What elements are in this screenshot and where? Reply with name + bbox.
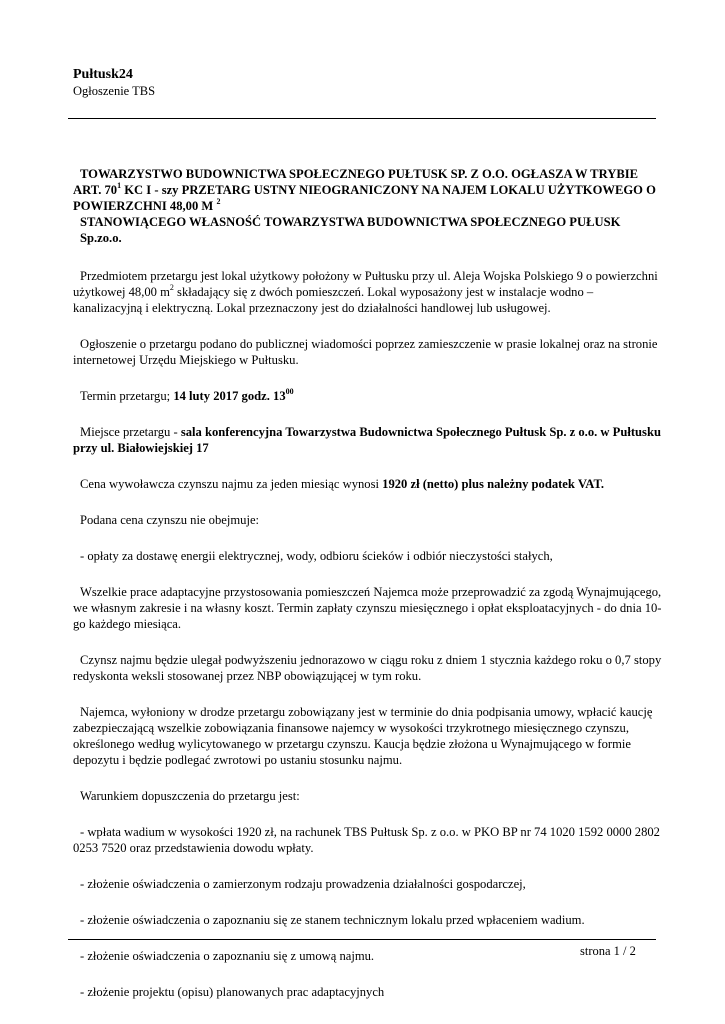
header-divider (68, 118, 656, 119)
headline-line-3 (73, 198, 663, 214)
announcement-headline (73, 166, 663, 246)
paragraph-subject-post: składający się z dwóch pomieszczeń. Lokal wyposażony jest w instalacje wodno – kanalizacyjną i elektryczną. Lokal przeznaczony jest do działalności handlowej lub usługowej. (73, 285, 594, 315)
paragraph-deposit: Najemca, wyłoniony w drodze przetargu zobowiązany jest w terminie do dnia podpisania umowy, wpłacić kaucję zabezpieczającą wszelkie zobowiązania finansowe najemcy w wysokości trzykrotnego miesięcznego czynszu, określonego według wylicytowanego w przetargu czynszu. Kaucja będzie złożona u Wynajmującego w formie depozytu i będzie podlegać zwrotowi po ustaniu stosunku najmu. (73, 705, 653, 767)
price-value: 1920 zł (netto) plus należny podatek VAT. (382, 477, 605, 491)
headline-line-2 (73, 182, 663, 198)
location-value: sala konferencyjna Towarzystwa Budownictwa Społecznego Pułtusk Sp. z o.o. w Pułtusku przy ul. Białowiejskiej 17 (73, 425, 661, 455)
footer-divider (68, 939, 656, 940)
headline-line-2-post: KC I - szy PRZETARG USTNY NIEOGRANICZONY NA NAJEM LOKALU UŻYTKOWEGO O (121, 183, 656, 197)
paragraph-location (73, 424, 663, 456)
list-item-utilities: - opłaty za dostawę energii elektrycznej, wody, odbioru ścieków i odbiór nieczystości stałych, (80, 549, 553, 563)
paragraph-subject-pre: Przedmiotem przetargu jest lokal użytkowy położony w Pułtusku przy ul. Aleja Wojska Polskiego 9 o powierzchni użytkowej 48,00 m (73, 269, 658, 299)
headline-line-3-pre: POWIERZCHNI 48,00 M (73, 199, 217, 213)
paragraph-rent-increase: Czynsz najmu będzie ulegał podwyższeniu jednorazowo w ciągu roku z dniem 1 stycznia każdego roku o 0,7 stopy redyskonta weksli stosowanej przez NBP obowiązującej w tym roku. (73, 653, 662, 683)
paragraph-exclusions: Podana cena czynszu nie obejmuje: (80, 513, 260, 527)
headline-line-4: STANOWIĄCEGO WŁASNOŚĆ TOWARZYSTWA BUDOWNICTWA SPOŁECZNEGO PUŁUSK Sp.zo.o. (80, 215, 621, 245)
list-item-business-statement: - złożenie oświadczenia o zamierzonym rodzaju prowadzenia działalności gospodarczej, (80, 877, 526, 891)
list-item-project: - złożenie projektu (opisu) planowanych prac adaptacyjnych (80, 985, 385, 999)
headline-line-1: TOWARZYSTWO BUDOWNICTWA SPOŁECZNEGO PUŁTUSK SP. Z O.O. OGŁASZA W TRYBIE (80, 167, 639, 181)
paragraph-publication: Ogłoszenie o przetargu podano do publicznej wiadomości poprzez zamieszczenie w prasie lokalnej oraz na stronie internetowej Urzędu Miejskiego w Pułtusku. (73, 337, 658, 367)
document-subtitle: Ogłoszenie TBS (73, 84, 156, 98)
headline-line-3-sup: 2 (216, 196, 221, 206)
price-label: Cena wywoławcza czynszu najmu za jeden miesiąc wynosi (80, 477, 383, 491)
headline-line-2-pre: ART. 70 (73, 183, 118, 197)
list-item-wadium: - wpłata wadium w wysokości 1920 zł, na rachunek TBS Pułtusk Sp. z o.o. w PKO BP nr 74 1020 1592 0000 2802 0253 7520 oraz przedstawienia dowodu wpłaty. (73, 825, 660, 855)
date-label: Termin przetargu; (80, 389, 174, 403)
page-number: strona 1 / 2 (580, 944, 636, 958)
date-value: 14 luty 2017 godz. 13 (173, 389, 286, 403)
paragraph-subject-sup: 2 (169, 282, 174, 292)
paragraph-subject (73, 268, 663, 316)
paragraph-conditions: Warunkiem dopuszczenia do przetargu jest: (80, 789, 300, 803)
site-title: Pułtusk24 (73, 67, 133, 82)
list-item-technical-statement: - złożenie oświadczenia o zapoznaniu się ze stanem technicznym lokalu przed wpłaceniem wadium. (80, 913, 585, 927)
paragraph-date (73, 388, 663, 404)
paragraph-adaptation: Wszelkie prace adaptacyjne przystosowania pomieszczeń Najemca może przeprowadzić za zgodą Wynajmującego, we własnym zakresie i na własny koszt. Termin zapłaty czynszu miesięcznego i opłat eksploatacyjnych - do dnia 10-go każdego miesiąca. (73, 585, 662, 631)
headline-line-2-sup: 1 (117, 180, 122, 190)
date-value-sup: 00 (285, 386, 294, 396)
paragraph-price (73, 476, 663, 492)
location-label: Miejsce przetargu - (80, 425, 181, 439)
document-body (73, 166, 663, 1000)
list-item-contract-statement: - złożenie oświadczenia o zapoznaniu się z umową najmu. (80, 949, 375, 963)
